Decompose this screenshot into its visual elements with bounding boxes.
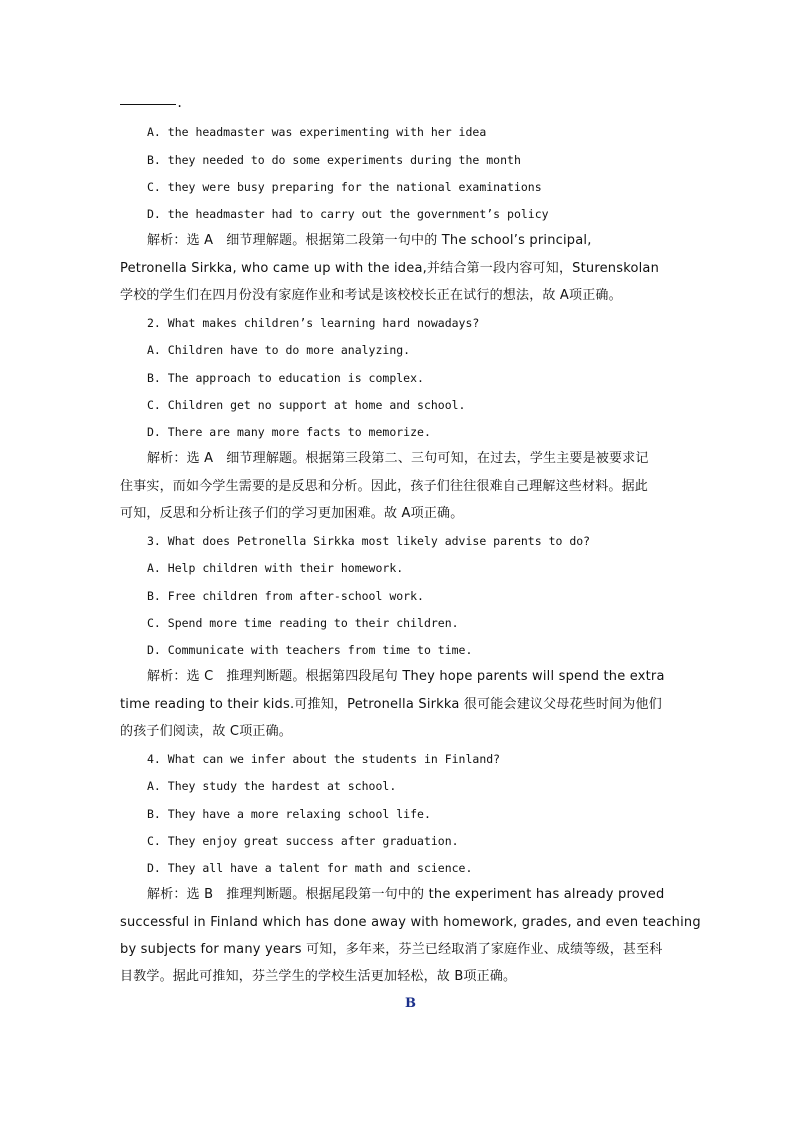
q2-option-c: C. Children get no support at home and school. — [147, 398, 466, 412]
q1-option-d: D. the headmaster had to carry out the government’s policy — [147, 207, 549, 221]
q3-analysis-line-3: 的孩子们阅读，故 C项正确。 — [120, 724, 293, 739]
q4-option-a: A. They study the hardest at school. — [147, 779, 397, 793]
q3-option-d: D. Communicate with teachers from time to time. — [147, 643, 473, 657]
q1-option-c: C. they were busy preparing for the national examinations — [147, 180, 542, 194]
answer-blank — [120, 104, 176, 105]
q3-option-b: B. Free children from after-school work. — [147, 589, 424, 603]
q2-analysis-line-1: 解析：选 A 细节理解题。根据第三段第二、三句可知，在过去，学生主要是被要求记 — [147, 451, 649, 466]
q4-option-b: B. They have a more relaxing school life. — [147, 807, 431, 821]
q1-option-b: B. they needed to do some experiments during the month — [147, 153, 521, 167]
q4-option-d: D. They all have a talent for math and science. — [147, 861, 473, 875]
q1-analysis-line-1: 解析：选 A 细节理解题。根据第二段第一句中的 The school’s principal, — [147, 233, 592, 248]
q2-option-a: A. Children have to do more analyzing. — [147, 343, 411, 357]
q4-analysis-line-4: 目教学。据此可推知，芬兰学生的学校生活更加轻松，故 B项正确。 — [120, 969, 517, 984]
q1-analysis-line-3: 学校的学生们在四月份没有家庭作业和考试是该校校长正在试行的想法，故 A项正确。 — [120, 288, 622, 303]
q2-analysis-line-2: 住事实，而如今学生需要的是反思和分析。因此，孩子们往往很难自己理解这些材料。据此 — [120, 479, 649, 494]
q4-option-c: C. They enjoy great success after graduation. — [147, 834, 459, 848]
q3-question: 3. What does Petronella Sirkka most likely advise parents to do? — [147, 534, 591, 548]
q3-analysis-line-2: time reading to their kids.可推知，Petronella Sirkka 很可能会建议父母花些时间为他们 — [120, 697, 662, 712]
q2-question: 2. What makes children’s learning hard nowadays? — [147, 316, 480, 330]
q1-option-a: A. the headmaster was experimenting with her idea — [147, 125, 487, 139]
q2-analysis-line-3: 可知，反思和分析让孩子们的学习更加困难。故 A项正确。 — [120, 506, 464, 521]
q4-analysis-line-2: successful in Finland which has done away with homework, grades, and even teaching — [120, 915, 701, 930]
q3-option-c: C. Spend more time reading to their children. — [147, 616, 459, 630]
blank-period: . — [176, 96, 184, 110]
q4-question: 4. What can we infer about the students in Finland? — [147, 752, 501, 766]
q2-option-b: B. The approach to education is complex. — [147, 371, 424, 385]
q3-analysis-line-1: 解析：选 C 推理判断题。根据第四段尾句 They hope parents will spend the extra — [147, 669, 665, 684]
section-label: B — [405, 996, 416, 1011]
q3-option-a: A. Help children with their homework. — [147, 561, 404, 575]
q4-analysis-line-1: 解析：选 B 推理判断题。根据尾段第一句中的 the experiment has already proved — [147, 887, 665, 902]
q4-analysis-line-3: by subjects for many years 可知，多年来，芬兰已经取消了家庭作业、成绩等级，甚至科 — [120, 942, 663, 957]
q1-analysis-line-2: Petronella Sirkka, who came up with the idea,并结合第一段内容可知，Sturenskolan — [120, 261, 660, 276]
q2-option-d: D. There are many more facts to memorize. — [147, 425, 431, 439]
